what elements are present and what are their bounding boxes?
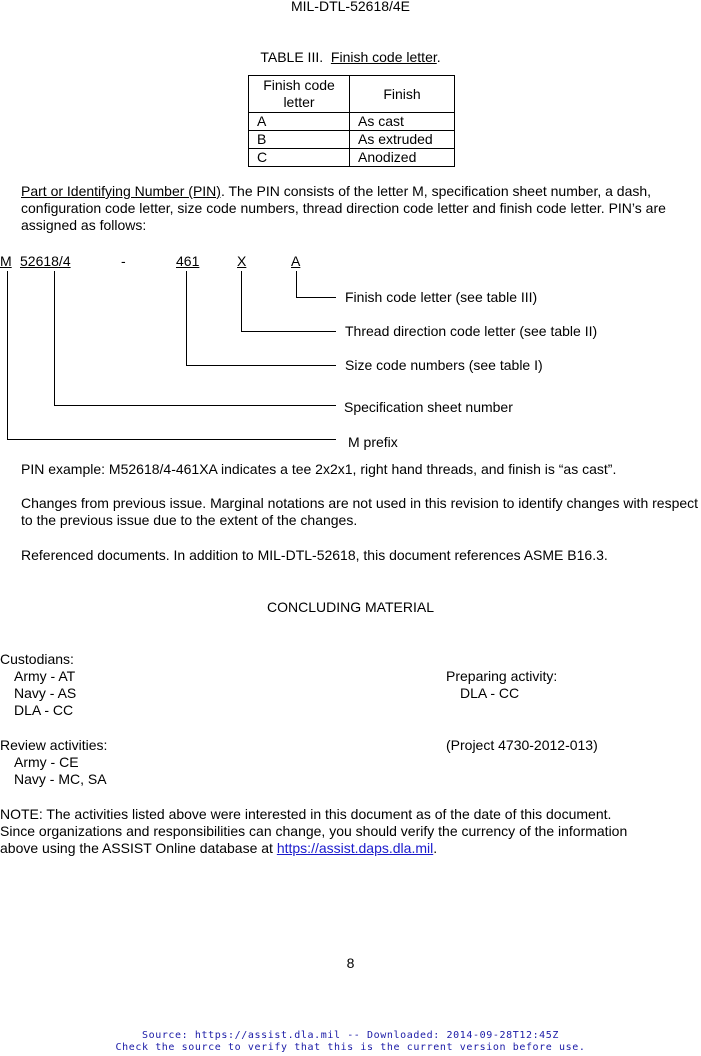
table-cell-finish: Anodized xyxy=(350,149,455,167)
source-footer-line-1: Source: https://assist.dla.mil -- Downloaded: 2014-09-28T12:45Z xyxy=(141,1030,560,1041)
table-cell-finish: As extruded xyxy=(350,131,455,149)
label-thread-direction: Thread direction code letter (see table II) xyxy=(345,323,598,339)
leader-line-sheet xyxy=(55,271,337,406)
note-line-1: NOTE: The activities listed above were interested in this document as of the date of this document. xyxy=(0,806,612,822)
document-number-header: MIL-DTL-52618/4E xyxy=(290,0,411,14)
table-cell-code: B xyxy=(249,131,350,149)
table-cell-finish: As cast xyxy=(350,113,455,131)
pin-part-finish: A xyxy=(291,253,301,269)
concluding-material-heading: CONCLUDING MATERIAL xyxy=(267,599,434,615)
custodian-item: Army - AT xyxy=(14,668,76,684)
project-number: (Project 4730-2012-013) xyxy=(446,737,598,753)
review-activity-item: Navy - MC, SA xyxy=(14,771,107,787)
label-m-prefix: M prefix xyxy=(348,434,398,450)
preparing-activity-heading: Preparing activity: xyxy=(446,668,558,684)
leader-line-prefix xyxy=(8,271,337,440)
note-line-3-prefix: above using the ASSIST Online database at xyxy=(0,840,277,856)
changes-paragraph: Changes from previous issue. Marginal notations are not used in this revision to identify changes with respect to the previous issue due to the extent of the changes. xyxy=(21,495,699,528)
note-line-2: Since organizations and responsibilities can change, you should verify the currency of the information xyxy=(0,823,628,839)
assist-online-link[interactable]: https://assist.daps.dla.mil xyxy=(276,840,434,856)
leader-line-size xyxy=(187,271,337,366)
label-size-code: Size code numbers (see table I) xyxy=(345,357,543,373)
custodians-heading: Custodians: xyxy=(0,651,74,667)
custodian-item: Navy - AS xyxy=(14,685,77,701)
referenced-documents-paragraph: Referenced documents. In addition to MIL-DTL-52618, this document references ASME B16.3. xyxy=(21,547,608,563)
page-number: 8 xyxy=(346,955,355,971)
table-title-prefix: TABLE III. xyxy=(260,49,324,65)
table-cell-code: C xyxy=(249,149,350,167)
label-finish-code: Finish code letter (see table III) xyxy=(345,289,538,305)
leader-line-finish xyxy=(297,271,337,298)
pin-heading: Part or Identifying Number (PIN) xyxy=(21,183,221,199)
pin-part-thread: X xyxy=(237,253,247,269)
source-footer-line-2: Check the source to verify that this is the current version before use. xyxy=(115,1042,586,1053)
pin-part-size: 461 xyxy=(176,253,200,269)
note-line-3-suffix: . xyxy=(433,840,438,856)
table-title-main: Finish code letter xyxy=(330,49,437,65)
review-activity-item: Army - CE xyxy=(14,754,79,770)
review-activities-heading: Review activities: xyxy=(0,737,108,753)
table-title-suffix: . xyxy=(436,49,441,65)
column-header-finish-code-letter: Finish code letter xyxy=(249,76,350,113)
pin-part-sheet: 52618/4 xyxy=(20,253,71,269)
label-spec-sheet: Specification sheet number xyxy=(344,399,513,415)
pin-part-prefix: M xyxy=(0,253,12,269)
custodian-item: DLA - CC xyxy=(14,702,74,718)
table-cell-code: A xyxy=(249,113,350,131)
leader-line-thread xyxy=(242,271,337,332)
pin-leader-lines xyxy=(0,0,701,460)
preparing-activity-value: DLA - CC xyxy=(460,685,520,701)
pin-text: . The PIN consists of the letter M, specification sheet number, a dash, configuration code letter, size code numbers, thread direction code letter and finish code letter. PIN’s are assigned as follows: xyxy=(21,183,666,233)
column-header-finish: Finish xyxy=(350,76,455,113)
pin-example: PIN example: M52618/4-461XA indicates a tee 2x2x1, right hand threads, and finish is “as cast”. xyxy=(21,461,617,477)
note-line-3 xyxy=(0,840,437,857)
pin-part-dash: - xyxy=(121,253,126,269)
